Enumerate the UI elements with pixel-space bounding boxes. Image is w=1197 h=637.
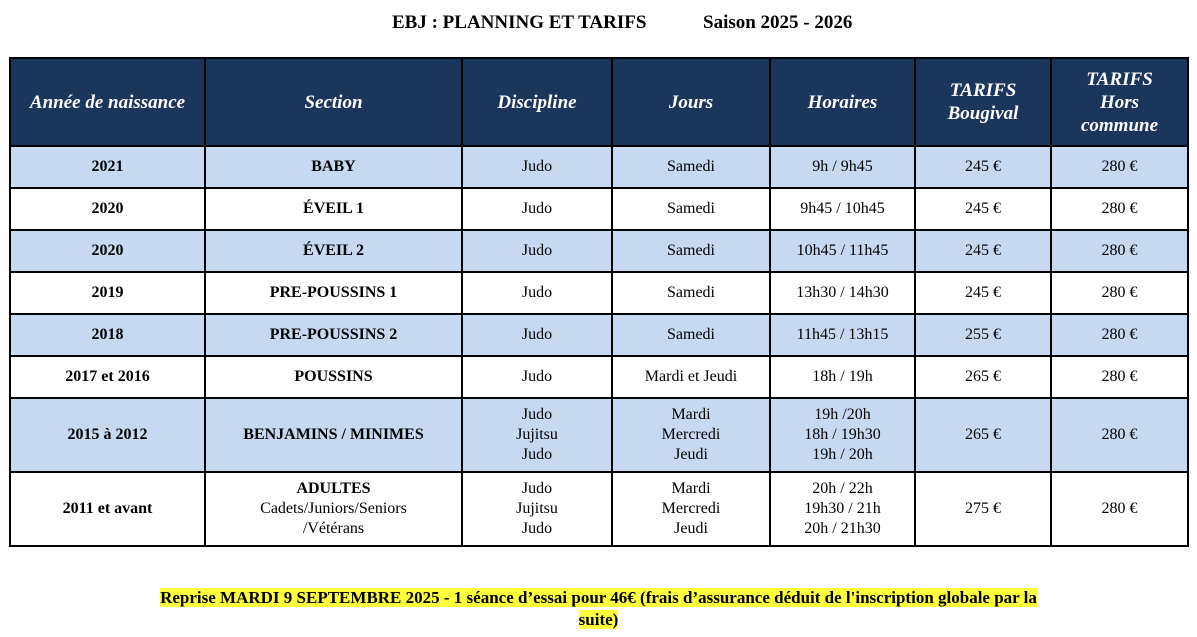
cell-discipline: Judo (462, 230, 612, 272)
column-header-price-bougival: TARIFS Bougival (915, 58, 1051, 146)
cell-hours: 9h45 / 10h45 (770, 188, 915, 230)
day-line: Mercredi (661, 500, 721, 517)
reprise-note-line1: Reprise MARDI 9 SEPTEMBRE 2025 - 1 séance d’essai pour 46€ (frais d’assurance déduit de l'inscription globale par la (160, 588, 1037, 607)
cell-discipline: Judo (462, 146, 612, 188)
cell-year: 2021 (10, 146, 205, 188)
cell-discipline: Judo (462, 272, 612, 314)
cell-section (205, 472, 462, 546)
cell-price-outside: 280 € (1051, 356, 1188, 398)
hours-line: 20h / 21h30 (804, 520, 881, 537)
cell-price-outside: 280 € (1051, 230, 1188, 272)
table-header-row (10, 58, 1188, 146)
cell-price-outside: 280 € (1051, 398, 1188, 472)
cell-price-outside: 280 € (1051, 188, 1188, 230)
column-header-price-outside: TARIFS Hors commune (1051, 58, 1188, 146)
cell-discipline (462, 398, 612, 472)
cell-days: Samedi (612, 272, 770, 314)
cell-price-outside: 280 € (1051, 314, 1188, 356)
cell-hours (770, 398, 915, 472)
cell-section: PRE-POUSSINS 2 (205, 314, 462, 356)
cell-price-outside: 280 € (1051, 472, 1188, 546)
cell-year: 2011 et avant (10, 472, 205, 546)
cell-price-bougival: 265 € (915, 356, 1051, 398)
season-label: Saison 2025 - 2026 (703, 12, 853, 33)
cell-year: 2020 (10, 188, 205, 230)
cell-section: PRE-POUSSINS 1 (205, 272, 462, 314)
cell-discipline (462, 472, 612, 546)
discipline-line: Judo (521, 446, 553, 463)
table-row (10, 398, 1188, 472)
cell-days: Samedi (612, 188, 770, 230)
cell-price-bougival: 265 € (915, 398, 1051, 472)
cell-price-outside: 280 € (1051, 272, 1188, 314)
discipline-line: Jujitsu (516, 500, 558, 517)
cell-discipline: Judo (462, 356, 612, 398)
cell-hours: 10h45 / 11h45 (770, 230, 915, 272)
cell-year: 2018 (10, 314, 205, 356)
cell-price-bougival: 245 € (915, 272, 1051, 314)
cell-section: ÉVEIL 1 (205, 188, 462, 230)
cell-days (612, 472, 770, 546)
column-header-days: Jours (612, 58, 770, 146)
discipline-line: Judo (521, 406, 553, 423)
cell-price-bougival: 245 € (915, 146, 1051, 188)
table-row (10, 356, 1188, 398)
cell-section: BENJAMINS / MINIMES (205, 398, 462, 472)
table-row (10, 272, 1188, 314)
cell-price-bougival: 275 € (915, 472, 1051, 546)
cell-year: 2020 (10, 230, 205, 272)
day-line: Jeudi (674, 446, 708, 463)
day-line: Mardi (671, 480, 711, 497)
table-row (10, 146, 1188, 188)
cell-price-bougival: 245 € (915, 230, 1051, 272)
discipline-line: Jujitsu (516, 426, 558, 443)
cell-days: Samedi (612, 146, 770, 188)
section-sub-line: Cadets/Juniors/Seniors (260, 500, 407, 517)
cell-section: POUSSINS (205, 356, 462, 398)
table-row (10, 314, 1188, 356)
cell-days: Samedi (612, 314, 770, 356)
cell-hours: 9h / 9h45 (770, 146, 915, 188)
discipline-line: Judo (521, 480, 553, 497)
schedule-table (9, 57, 1189, 547)
hours-line: 18h / 19h30 (804, 426, 881, 443)
cell-section: ÉVEIL 2 (205, 230, 462, 272)
hours-line: 19h / 20h (812, 446, 873, 463)
hours-line: 19h30 / 21h (804, 500, 881, 517)
cell-year: 2019 (10, 272, 205, 314)
cell-days (612, 398, 770, 472)
cell-price-outside: 280 € (1051, 146, 1188, 188)
cell-hours: 13h30 / 14h30 (770, 272, 915, 314)
cell-discipline: Judo (462, 188, 612, 230)
cell-days: Samedi (612, 230, 770, 272)
table-row (10, 472, 1188, 546)
column-header-year: Année de naissance (10, 58, 205, 146)
day-line: Jeudi (674, 520, 708, 537)
cell-year: 2017 et 2016 (10, 356, 205, 398)
column-header-section: Section (205, 58, 462, 146)
table-row (10, 230, 1188, 272)
discipline-line: Judo (521, 520, 553, 537)
cell-hours: 11h45 / 13h15 (770, 314, 915, 356)
cell-year: 2015 à 2012 (10, 398, 205, 472)
column-header-discipline: Discipline (462, 58, 612, 146)
reprise-note (0, 587, 1197, 631)
cell-discipline: Judo (462, 314, 612, 356)
table-row (10, 188, 1188, 230)
page-title: EBJ : PLANNING ET TARIFS (392, 12, 647, 33)
section-name: ADULTES (296, 480, 371, 497)
cell-price-bougival: 245 € (915, 188, 1051, 230)
cell-days: Mardi et Jeudi (612, 356, 770, 398)
cell-hours: 18h / 19h (770, 356, 915, 398)
document-title (0, 10, 1197, 36)
cell-price-bougival: 255 € (915, 314, 1051, 356)
section-sub-line: /Vétérans (302, 520, 365, 537)
cell-hours (770, 472, 915, 546)
day-line: Mardi (671, 406, 711, 423)
hours-line: 20h / 22h (812, 480, 873, 497)
reprise-note-line2: suite) (578, 610, 619, 629)
hours-line: 19h /20h (814, 406, 871, 423)
column-header-hours: Horaires (770, 58, 915, 146)
cell-section: BABY (205, 146, 462, 188)
day-line: Mercredi (661, 426, 721, 443)
